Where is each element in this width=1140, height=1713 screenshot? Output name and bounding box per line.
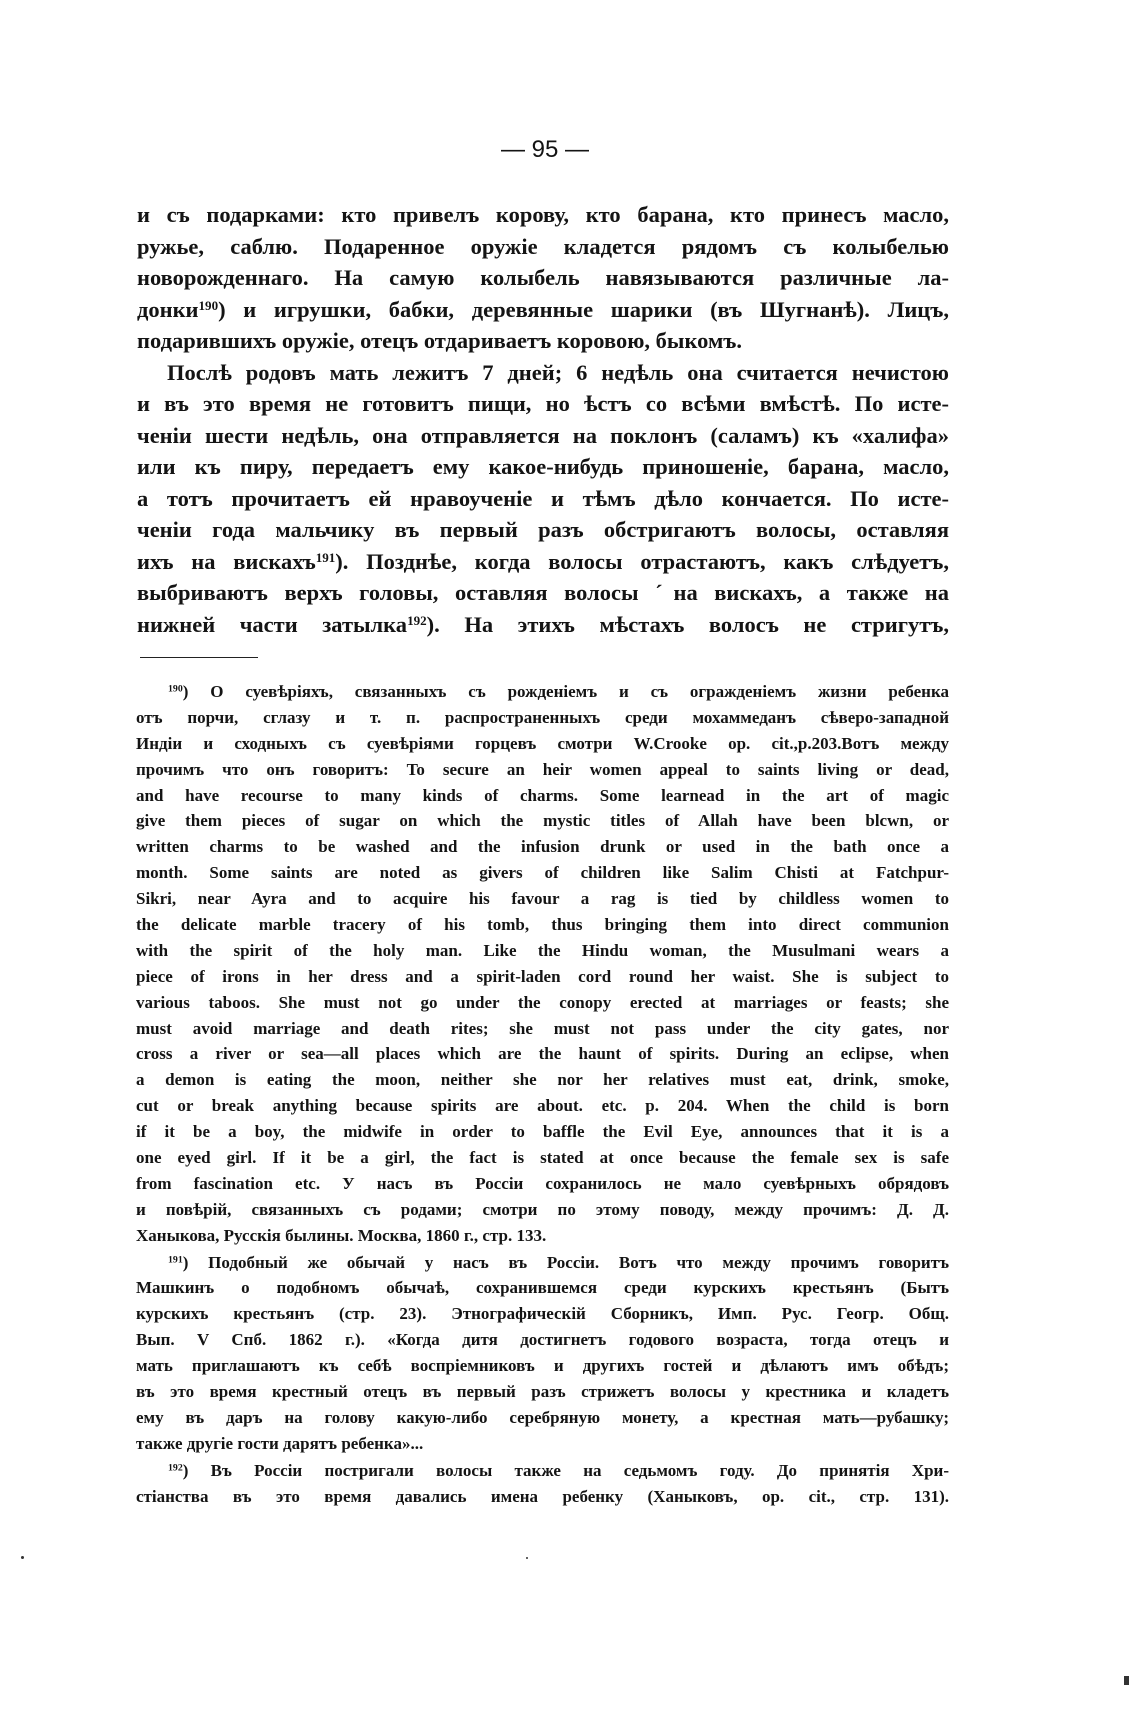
- text-run: нижней части затылка: [137, 611, 408, 637]
- text-run: ченіи года мальчику въ первый разъ обстригаютъ волосы, оставляя: [137, 517, 949, 542]
- text-run: cut or break anything because spirits are about. etc. p. 204. When the child is born: [136, 1096, 949, 1116]
- text-run: Ханыкова, Русскія былины. Москва, 1860 г., стр. 133.: [136, 1225, 547, 1245]
- footnote-line: [136, 1431, 949, 1457]
- text-run: ) О суевѣріяхъ, связанныхъ съ рожденіемъ и съ огражденіемъ жизни ребенка: [182, 682, 949, 701]
- scan-speck: [21, 1556, 24, 1559]
- footnote-line: [136, 1223, 949, 1249]
- footnote-line: [136, 938, 949, 964]
- text-line: [137, 451, 949, 483]
- footnote-reference: 190: [168, 683, 183, 695]
- text-run: стіанства въ это время давались имена ребенку (Ханыковъ, op. cit., стр. 131).: [136, 1486, 949, 1506]
- text-run: и съ подарками: кто привелъ корову, кто барана, кто принесъ масло,: [137, 202, 949, 227]
- footnote-line: [136, 1327, 949, 1353]
- footnote-line: [136, 757, 949, 783]
- text-run: ). На этихъ мѣстахъ волосъ не стригутъ,: [426, 611, 949, 637]
- text-run: ружье, саблю. Подаренное оружіе кладется рядомъ съ колыбелью: [137, 233, 949, 259]
- text-run: выбриваютъ верхъ головы, оставляя волосы ˊна вискахъ, а также на: [137, 580, 949, 605]
- footnote-line: [136, 1405, 949, 1431]
- text-run: ). Позднѣе, когда волосы отрастаютъ, какъ слѣдуетъ,: [335, 548, 949, 574]
- text-run: ) Въ Россіи постригали волосы также на седьмомъ году. До принятія Хри-: [182, 1460, 949, 1480]
- footnote-line: [136, 783, 949, 809]
- footnote-line: [136, 1353, 949, 1379]
- text-run: Машкинъ о подобномъ обычаѣ, сохранившемся среди курскихъ крестьянъ (Бытъ: [136, 1278, 949, 1298]
- footnote-separator: [140, 657, 258, 658]
- footnote-line: [136, 1171, 949, 1197]
- text-run: month. Some saints are noted as givers of children like Salim Chisti at Fatchpur-: [136, 863, 949, 883]
- text-run: новорожденнаго. На самую колыбель навязываются различные ла-: [137, 265, 949, 290]
- footnote-line: [136, 731, 949, 757]
- footnote-reference: 192: [168, 1462, 183, 1474]
- text-line: [137, 231, 949, 263]
- text-run: and have recourse to many kinds of charms. Some learnead in the art of magic: [136, 785, 949, 805]
- footnote-line: [136, 1119, 949, 1145]
- footnote-line: [136, 990, 949, 1016]
- text-line: [137, 420, 949, 452]
- footnote-line: [136, 834, 949, 860]
- footnote-line: [136, 964, 949, 990]
- text-line: [137, 262, 949, 294]
- text-run: ихъ на вискахъ: [137, 548, 316, 574]
- text-run: the delicate marble tracery of his tomb, thus bringing them into direct communion: [136, 915, 949, 935]
- main-text: [137, 199, 949, 640]
- footnote-line: [136, 886, 949, 912]
- text-run: или къ пиру, передаетъ ему какое-нибудь приношеніе, барана, масло,: [137, 454, 949, 479]
- text-line: [137, 546, 949, 578]
- scan-corner-mark: [1124, 1676, 1129, 1685]
- footnote-reference: 190: [198, 297, 219, 313]
- footnote-line: [136, 1458, 949, 1484]
- text-line: [137, 577, 949, 609]
- scan-speck: [526, 1557, 528, 1559]
- footnote-line: [136, 1145, 949, 1171]
- footnotes: [136, 679, 949, 1510]
- text-run: также другіе гости дарятъ ребенка»...: [136, 1433, 424, 1453]
- footnote-line: [136, 1275, 949, 1301]
- footnote-line: [136, 1197, 949, 1223]
- text-run: донки: [137, 296, 199, 322]
- footnote-reference: 192: [407, 612, 427, 628]
- text-run: а тотъ прочитаетъ ей нравоученіе и тѣмъ дѣло кончается. По исте-: [137, 485, 949, 511]
- footnote-reference: 191: [168, 1254, 183, 1266]
- text-run: with the spirit of the holy man. Like the Hindu woman, the Musulmani wears a: [136, 940, 949, 960]
- text-line: [137, 514, 949, 546]
- text-run: Индіи и сходныхъ съ суевѣріями горцевъ смотри W.Crooke op. cit.,p.203.Вотъ между: [136, 733, 949, 753]
- text-run: подарившихъ оружіе, отецъ отдариваетъ коровою, быкомъ.: [137, 328, 743, 353]
- text-run: cross a river or sea—all places which are the haunt of spirits. During an eclipse, when: [136, 1044, 949, 1064]
- text-line: [137, 388, 949, 420]
- text-run: ) и игрушки, бабки, деревянные шарики (въ Шугнанѣ). Лицъ,: [218, 296, 949, 322]
- text-run: if it be a boy, the midwife in order to baffle the Evil Eye, announces that it is a: [136, 1122, 949, 1142]
- footnote-line: [136, 679, 949, 705]
- footnote-line: [136, 1041, 949, 1067]
- text-line: [137, 483, 949, 515]
- footnote-reference: 191: [315, 549, 336, 565]
- footnote-line: [136, 912, 949, 938]
- footnote-line: [136, 808, 949, 834]
- text-run: a demon is eating the moon, neither she nor her relatives must eat, drink, smoke,: [136, 1070, 949, 1090]
- text-run: one eyed girl. If it be a girl, the fact is stated at once because the female sex is safe: [136, 1148, 949, 1168]
- page-number: — 95 —: [500, 136, 590, 163]
- footnote-line: [136, 1016, 949, 1042]
- text-line: [137, 609, 949, 641]
- footnote-line: [136, 1067, 949, 1093]
- text-run: мать приглашаютъ къ себѣ воспріемниковъ и другихъ гостей и дѣлаютъ имъ обѣдъ;: [136, 1356, 949, 1376]
- text-run: отъ порчи, сглазу и т. п. распространенныхъ среди мохаммеданъ сѣверо-западной: [136, 707, 949, 727]
- text-run: give them pieces of sugar on which the mystic titles of Allah have been blcwn, or: [136, 811, 949, 831]
- text-run: piece of irons in her dress and a spirit-laden cord round her waist. She is subject to: [136, 966, 949, 986]
- text-run: въ это время крестный отецъ въ первый разъ стрижетъ волосы у крестника и кладетъ: [136, 1382, 949, 1402]
- text-run: various taboos. She must not go under the conopy erected at marriages or feasts; she: [136, 992, 949, 1012]
- footnote-line: [136, 1379, 949, 1405]
- footnote-line: [136, 705, 949, 731]
- text-run: ему въ даръ на голову какую-либо серебряную монету, а крестная мать—рубашку;: [136, 1407, 949, 1427]
- text-run: written charms to be washed and the infusion drunk or used in the bath once a: [136, 837, 949, 857]
- text-line: [137, 325, 949, 357]
- footnote-line: [136, 1093, 949, 1119]
- text-run: Sikri, near Ayra and to acquire his favour a rag is tied by childless women to: [136, 889, 949, 909]
- text-line: [137, 357, 949, 389]
- text-run: from fascination etc. У насъ въ Россіи сохранилось не мало суевѣрныхъ обрядовъ: [136, 1173, 949, 1193]
- text-run: ченіи шести недѣль, она отправляется на поклонъ (саламъ) къ «халифа»: [137, 422, 949, 448]
- footnote-192: [136, 1458, 949, 1510]
- text-run: и повѣрій, связанныхъ съ родами; смотри по этому поводу, между прочимъ: Д. Д.: [136, 1199, 949, 1219]
- text-run: прочимъ что онъ говоритъ: To secure an heir women appeal to saints living or dead,: [136, 759, 949, 779]
- footnote-line: [136, 1301, 949, 1327]
- footnote-line: [136, 1484, 949, 1510]
- text-run: ) Подобный же обычай у насъ въ Россіи. Вотъ что между прочимъ говоритъ: [182, 1252, 949, 1272]
- text-line: [137, 294, 949, 326]
- text-run: Вып. V Спб. 1862 г.). «Когда дитя достигнетъ годового возраста, тогда отецъ и: [136, 1330, 949, 1350]
- text-line: [137, 199, 949, 231]
- footnote-190: [136, 679, 949, 1249]
- text-run: must avoid marriage and death rites; she must not pass under the city gates, nor: [136, 1018, 949, 1038]
- text-run: и въ это время не готовитъ пищи, но ѣстъ со всѣми вмѣстѣ. По исте-: [137, 391, 949, 416]
- footnote-191: [136, 1250, 949, 1457]
- footnote-line: [136, 860, 949, 886]
- footnote-line: [136, 1250, 949, 1276]
- text-run: Послѣ родовъ мать лежитъ 7 дней; 6 недѣль она считается нечистою: [167, 359, 949, 385]
- text-run: курскихъ крестьянъ (стр. 23). Этнографическій Сборникъ, Имп. Рус. Геогр. Общ.: [136, 1304, 949, 1324]
